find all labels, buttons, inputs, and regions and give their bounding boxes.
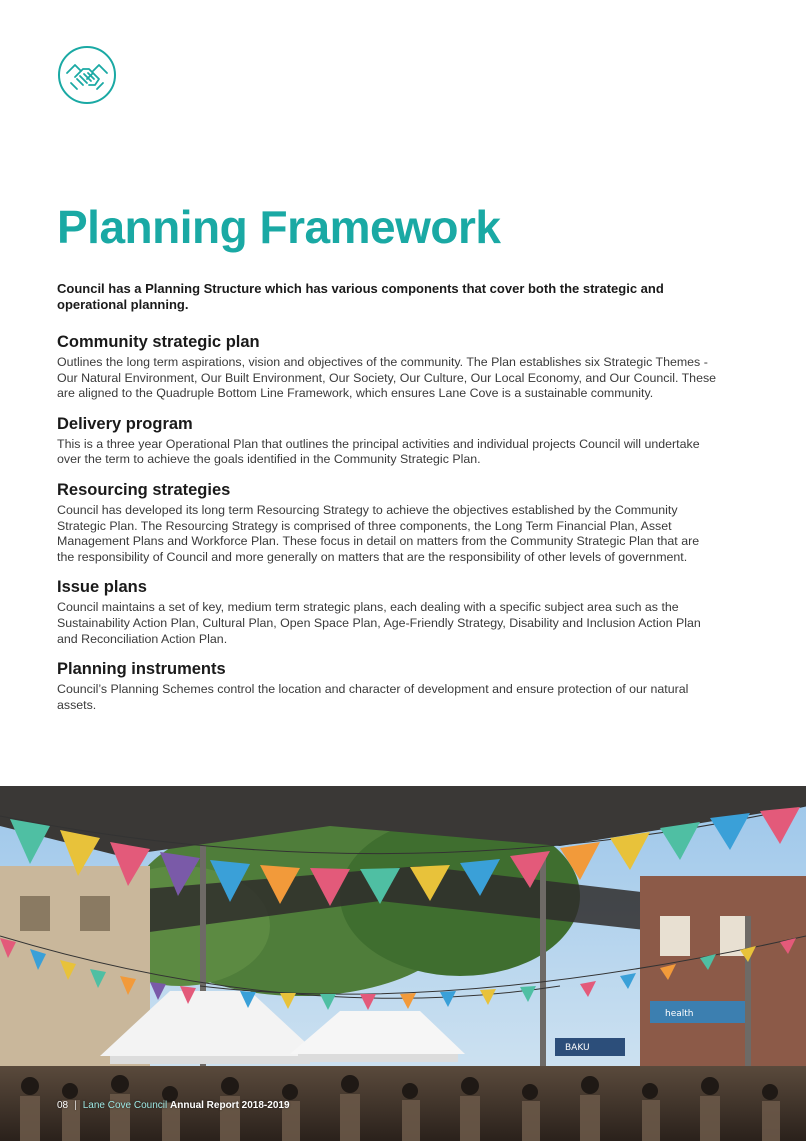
section-body: Council’s Planning Schemes control the location and character of development and ensure protection of our natural assets. [57,682,689,712]
sections-list [57,332,717,725]
section-delivery-program [57,414,717,468]
section-body: Council has developed its long term Resourcing Strategy to achieve the objectives established by the Community Strategic Plan. The Resourcing Strategy is comprised of three components, the Long Term Financial Plan, Asset Management Plans and Workforce Plan. These focus in detail on matters from the Community Strategic Plan that are the responsibility of Council and more generally on matters that are the responsibility of other levels of government. [57,502,700,564]
section-body: This is a three year Operational Plan that outlines the principal activities and individual projects Council will undertake over the term to achieve the goals identified in the Community Strategic Plan. [57,436,700,467]
shop-sign-baku: BAKU [565,1043,590,1053]
intro-text: Council has a Planning Structure which has various components that cover both the strategic and operational planning. [57,281,664,312]
footer-organisation: Lane Cove Council [82,1100,168,1111]
page-footer [57,1100,290,1111]
section-heading: Resourcing strategies [57,480,231,499]
section-issue-plans [57,577,717,647]
section-planning-instruments [57,659,717,713]
section-heading: Issue plans [57,578,147,597]
page-number: 08 [57,1100,69,1111]
section-body: Council maintains a set of key, medium term strategic plans, each dealing with a specific subject area such as the Sustainability Action Plan, Cultural Plan, Open Space Plan, Age-Friendly Strategy, Disability and Inclusion Action Plan and Reconciliation Action Plan. [57,600,701,646]
section-body: Outlines the long term aspirations, vision and objectives of the community. The Plan establishes six Strategic Themes - Our Natural Environment, Our Built Environment, Our Society, Our Culture, Our Local Economy, and Our Council. These are aligned to the Quadruple Bottom Line Framework, which ensures Lane Cove is a sustainable community. [57,355,717,401]
page-title: Planning Framework [57,201,501,253]
section-resourcing-strategies [57,480,717,565]
section-community-strategic-plan [57,332,717,402]
footer-report-title: Annual Report 2018-2019 [170,1100,290,1111]
section-heading: Delivery program [57,414,193,433]
shop-sign-health: health [665,1009,694,1019]
plaza-photo [0,786,806,1141]
footer-separator: | [74,1100,77,1111]
section-heading: Community strategic plan [57,333,260,351]
section-heading: Planning instruments [57,660,226,679]
handshake-icon [57,45,117,105]
